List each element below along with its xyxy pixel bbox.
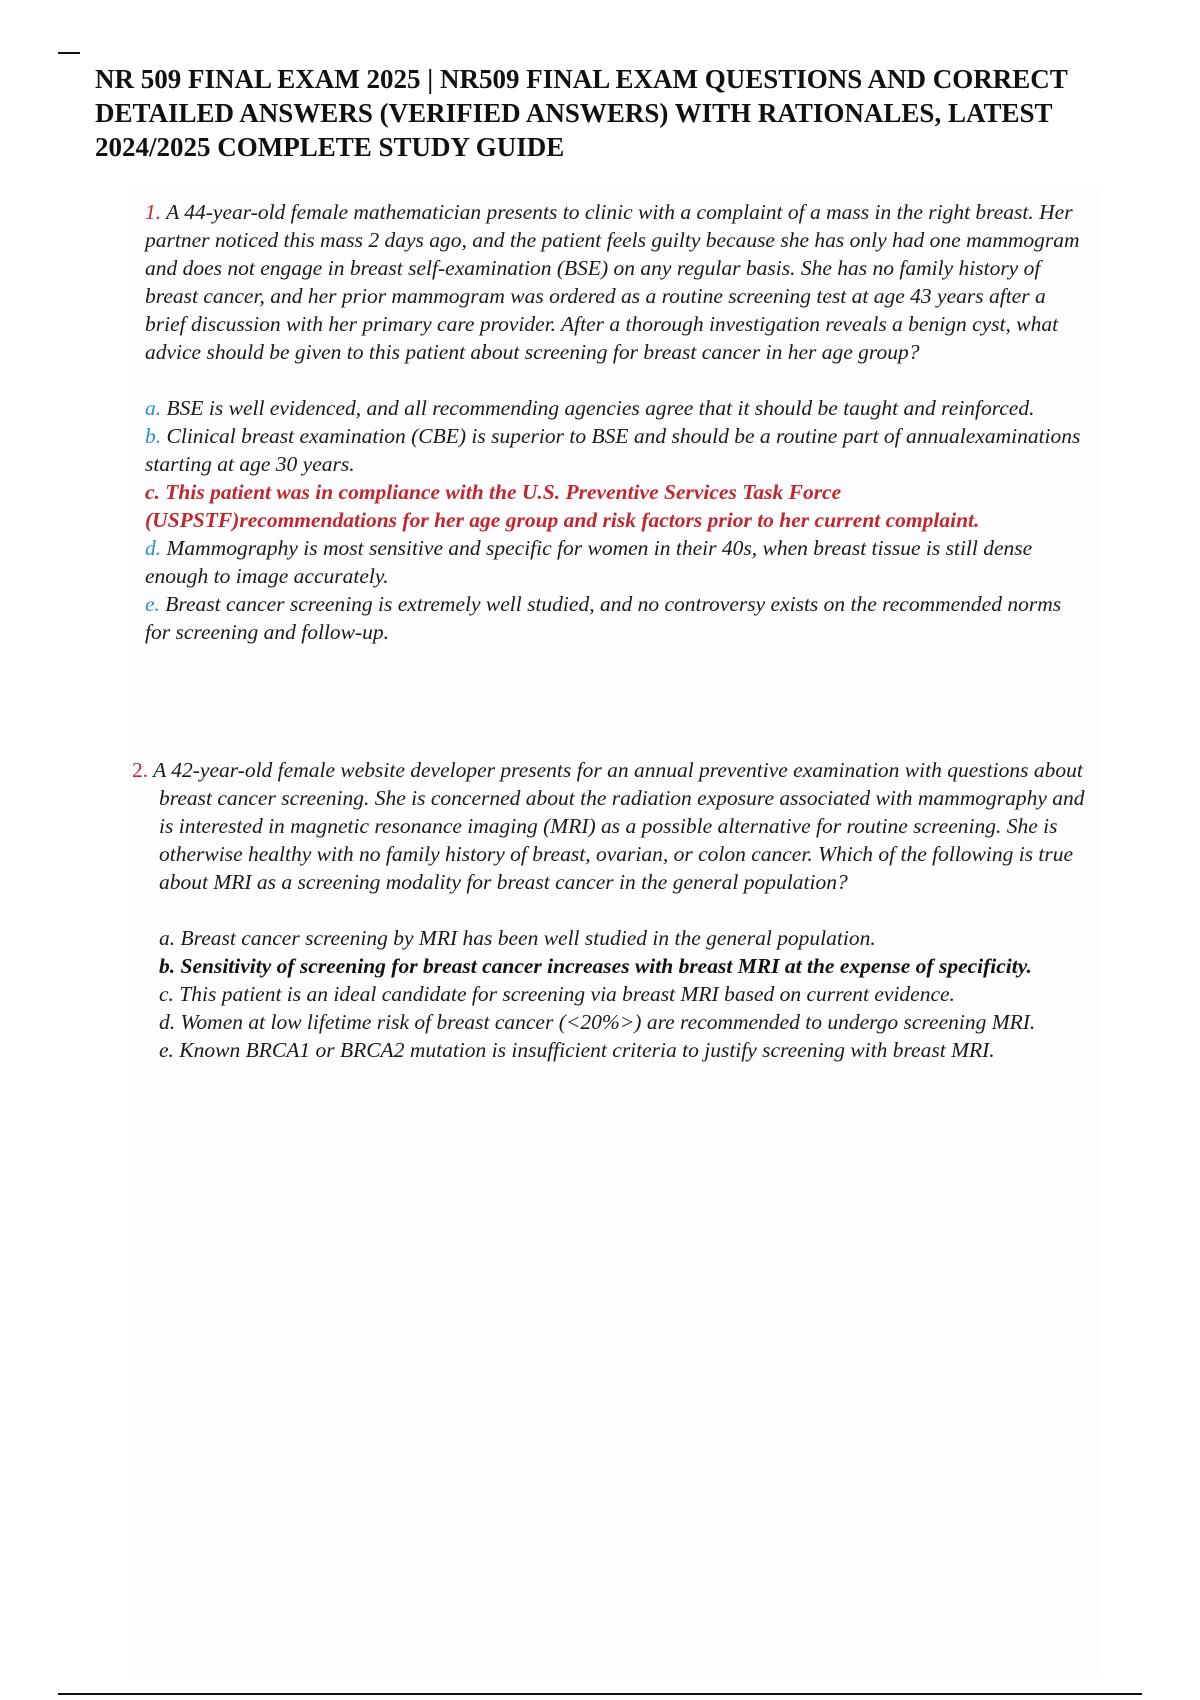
option-text: Mammography is most sensitive and specific for women in their 40s, when breast tissue is still dense enough to image accurately. bbox=[145, 536, 1033, 588]
header-dash bbox=[58, 52, 80, 54]
question-2-options bbox=[132, 924, 1092, 1064]
question-1-number: 1. bbox=[145, 200, 162, 224]
question-2-option-b-correct: b. Sensitivity of screening for breast cancer increases with breast MRI at the expense of specificity. bbox=[159, 954, 1032, 978]
question-2-number: 2. bbox=[132, 758, 149, 782]
question-2-option-e: e. Known BRCA1 or BRCA2 mutation is insufficient criteria to justify screening with breast MRI. bbox=[159, 1038, 995, 1062]
question-2-option-a: a. Breast cancer screening by MRI has been well studied in the general population. bbox=[159, 926, 876, 950]
question-2-option-d: d. Women at low lifetime risk of breast cancer (<20%>) are recommended to undergo screening MRI. bbox=[159, 1010, 1036, 1034]
footer-rule bbox=[58, 1693, 1142, 1695]
question-1-option-c-correct bbox=[145, 478, 1085, 534]
option-text: BSE is well evidenced, and all recommending agencies agree that it should be taught and reinforced. bbox=[166, 396, 1035, 420]
option-letter: d. bbox=[145, 536, 162, 560]
option-text: Clinical breast examination (CBE) is superior to BSE and should be a routine part of annualexaminations starting at age 30 years. bbox=[145, 424, 1081, 476]
question-1 bbox=[145, 198, 1085, 646]
question-1-option-a bbox=[145, 394, 1085, 422]
option-letter: a. bbox=[145, 396, 162, 420]
question-2-text: A 42-year-old female website developer presents for an annual preventive examination with questions about breast cancer screening. She is concerned about the radiation exposure associated with mammography and is interested in magnetic resonance imaging (MRI) as a possible alternative for routine screening. She is otherwise healthy with no family history of breast, ovarian, or colon cancer. Which of the following is true about MRI as a screening modality for breast cancer in the general population? bbox=[153, 758, 1085, 894]
question-2-option-c: c. This patient is an ideal candidate for screening via breast MRI based on current evidence. bbox=[159, 982, 955, 1006]
question-1-stem bbox=[145, 198, 1085, 366]
option-letter: e. bbox=[145, 592, 160, 616]
question-1-option-d bbox=[145, 534, 1085, 590]
question-1-option-b bbox=[145, 422, 1085, 478]
document-title: NR 509 FINAL EXAM 2025 | NR509 FINAL EXAM QUESTIONS AND CORRECT DETAILED ANSWERS (VERIFIED ANSWERS) WITH RATIONALES, LATEST 2024/2025 COMPLETE STUDY GUIDE bbox=[95, 64, 1068, 162]
option-letter: b. bbox=[145, 424, 162, 448]
question-2-stem bbox=[132, 756, 1092, 896]
option-letter: c. bbox=[145, 480, 160, 504]
question-1-text: A 44-year-old female mathematician presents to clinic with a complaint of a mass in the right breast. Her partner noticed this mass 2 days ago, and the patient feels guilty because she has only had one mammogram and does not engage in breast self-examination (BSE) on any regular basis. She has no family history of breast cancer, and her prior mammogram was ordered as a routine screening test at age 43 years after a brief discussion with her primary care provider. After a thorough investigation reveals a benign cyst, what advice should be given to this patient about screening for breast cancer in her age group? bbox=[145, 200, 1080, 364]
question-2 bbox=[132, 756, 1092, 1064]
question-1-option-e bbox=[145, 590, 1085, 646]
option-text: Breast cancer screening is extremely well studied, and no controversy exists on the recommended norms for screening and follow-up. bbox=[145, 592, 1062, 644]
question-1-options bbox=[145, 394, 1085, 646]
option-text: This patient was in compliance with the U.S. Preventive Services Task Force (USPSTF)recommendations for her age group and risk factors prior to her current complaint. bbox=[145, 480, 980, 532]
